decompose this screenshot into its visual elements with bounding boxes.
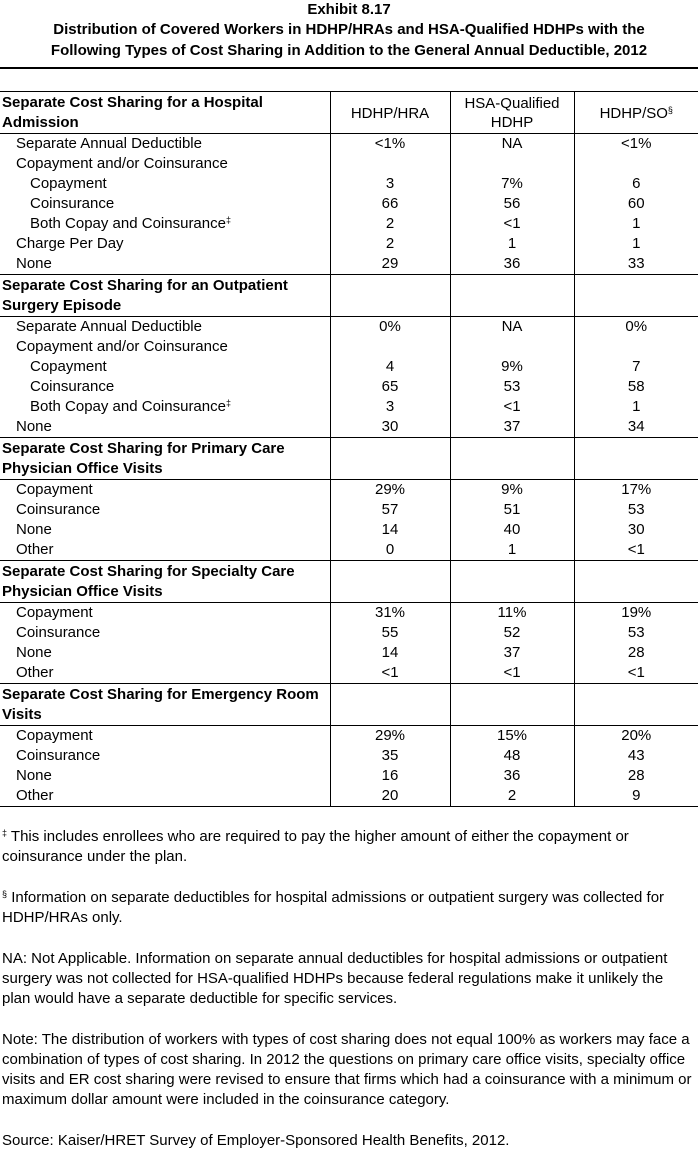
row-label	[0, 746, 330, 766]
section-mark: §	[667, 104, 673, 115]
cell-value: 3	[330, 397, 450, 417]
row-label	[0, 337, 330, 357]
row-label	[0, 417, 330, 438]
row-label	[0, 154, 330, 174]
row-label	[0, 623, 330, 643]
cell-value: <1%	[330, 134, 450, 155]
cell-value: 20	[330, 786, 450, 807]
column-header-c1: HDHP/HRA	[350, 104, 430, 122]
cell-value: <1%	[574, 134, 698, 155]
footnote-dagger	[2, 827, 694, 867]
row-label	[0, 254, 330, 275]
cell-value: NA	[450, 134, 574, 155]
section-title: Separate Cost Sharing for Primary Care Physician Office Visits	[0, 438, 330, 480]
row-label-text: Separate Annual Deductible	[16, 135, 202, 152]
cell-value: 4	[330, 357, 450, 377]
column-header-cell	[330, 561, 450, 603]
cell-value: 19%	[574, 603, 698, 624]
column-header-c3: HDHP/SO	[599, 104, 668, 122]
column-header-cell	[574, 92, 698, 134]
table-row	[0, 174, 698, 194]
row-label	[0, 540, 330, 561]
section-title: Separate Cost Sharing for Emergency Room Visits	[0, 684, 330, 726]
cell-value: 14	[330, 643, 450, 663]
cell-value: 43	[574, 746, 698, 766]
cell-value: <1	[574, 663, 698, 684]
exhibit-title-line-1: Distribution of Covered Workers in HDHP/HRAs and HSA-Qualified HDHPs with the	[53, 21, 645, 38]
table-row	[0, 134, 698, 155]
cell-value: 40	[450, 520, 574, 540]
row-label	[0, 397, 330, 417]
cell-value: 2	[450, 786, 574, 807]
cell-value	[450, 337, 574, 357]
cell-value: NA	[450, 317, 574, 338]
row-label	[0, 174, 330, 194]
section-header-row	[0, 561, 698, 603]
table-row	[0, 417, 698, 438]
cell-value: 20%	[574, 726, 698, 747]
exhibit-number: Exhibit 8.17	[307, 1, 391, 18]
column-header-cell	[450, 684, 574, 726]
table-row	[0, 194, 698, 214]
table-row	[0, 254, 698, 275]
table-row	[0, 643, 698, 663]
column-header-cell	[330, 684, 450, 726]
row-label-text: Other	[16, 541, 54, 558]
row-label	[0, 766, 330, 786]
column-header-cell	[574, 561, 698, 603]
row-label-text: Coinsurance	[30, 195, 115, 212]
row-label-text: Copayment and/or Coinsurance	[16, 155, 228, 172]
table-row	[0, 317, 698, 338]
cell-value: 2	[330, 234, 450, 254]
cell-value	[450, 154, 574, 174]
column-header-cell	[330, 438, 450, 480]
row-label-text: Copayment	[16, 481, 93, 498]
section-title: Separate Cost Sharing for an Outpatient Surgery Episode	[0, 275, 330, 317]
row-label-text: Copayment	[30, 175, 107, 192]
row-label-text: Other	[16, 787, 54, 804]
footnotes	[0, 827, 698, 1151]
cell-value: 17%	[574, 480, 698, 501]
column-header-cell	[574, 684, 698, 726]
cell-value: 56	[450, 194, 574, 214]
cell-value: 3	[330, 174, 450, 194]
table-row	[0, 726, 698, 747]
cell-value: 29%	[330, 726, 450, 747]
row-label-text: Coinsurance	[30, 378, 115, 395]
row-label-text: Coinsurance	[16, 747, 101, 764]
column-header-cell	[450, 92, 574, 134]
row-label	[0, 786, 330, 807]
cell-value: 53	[450, 377, 574, 397]
table-row	[0, 337, 698, 357]
cell-value: 66	[330, 194, 450, 214]
title-rule	[0, 67, 698, 69]
cell-value: <1	[450, 214, 574, 234]
cell-value: 0%	[330, 317, 450, 338]
column-header-cell	[574, 275, 698, 317]
column-header-c2: HSA-Qualified HDHP	[464, 95, 560, 131]
table-row	[0, 480, 698, 501]
section-title: Separate Cost Sharing for a Hospital Admission	[0, 92, 330, 134]
section-mark: §	[2, 889, 8, 899]
cell-value: 11%	[450, 603, 574, 624]
row-label	[0, 317, 330, 338]
exhibit-title-line-2: Following Types of Cost Sharing in Addition to the General Annual Deductible, 2012	[50, 42, 648, 59]
cell-value: 53	[574, 500, 698, 520]
section-header-row	[0, 438, 698, 480]
row-label	[0, 234, 330, 254]
row-label	[0, 357, 330, 377]
cell-value: 52	[450, 623, 574, 643]
cell-value: 33	[574, 254, 698, 275]
column-header-cell	[574, 438, 698, 480]
cell-value: 30	[330, 417, 450, 438]
cell-value: 58	[574, 377, 698, 397]
row-label-text: Copayment	[16, 604, 93, 621]
table-row	[0, 663, 698, 684]
row-label-text: None	[16, 644, 52, 661]
row-label-text: None	[16, 521, 52, 538]
row-label-text: Both Copay and Coinsurance	[30, 215, 226, 232]
table-row	[0, 357, 698, 377]
cell-value: 7	[574, 357, 698, 377]
table-row	[0, 377, 698, 397]
section-header-row	[0, 684, 698, 726]
cell-value: 1	[450, 540, 574, 561]
row-label	[0, 134, 330, 155]
row-label-text: None	[16, 767, 52, 784]
table-row	[0, 500, 698, 520]
cell-value: 1	[574, 397, 698, 417]
row-label-text: None	[16, 255, 52, 272]
cell-value: <1	[450, 663, 574, 684]
row-label	[0, 663, 330, 684]
cell-value: 31%	[330, 603, 450, 624]
row-label	[0, 214, 330, 234]
section-header-row	[0, 92, 698, 134]
cell-value	[574, 337, 698, 357]
cell-value: 1	[450, 234, 574, 254]
cell-value: 15%	[450, 726, 574, 747]
cell-value: 6	[574, 174, 698, 194]
footnote-source: Source: Kaiser/HRET Survey of Employer-Sponsored Health Benefits, 2012.	[2, 1132, 510, 1149]
footnote-section	[2, 888, 694, 928]
cell-value: 53	[574, 623, 698, 643]
row-label	[0, 480, 330, 501]
cell-value: 14	[330, 520, 450, 540]
cell-value: 36	[450, 254, 574, 275]
table-row	[0, 540, 698, 561]
cell-value: <1	[450, 397, 574, 417]
row-label-text: Other	[16, 664, 54, 681]
footnote-na: NA: Not Applicable. Information on separate annual deductibles for hospital admissions or outpatient surgery was not collected for HSA-qualified HDHPs because federal regulations make it unlikely the plan would have a separate deductible for specific services.	[2, 950, 668, 1007]
dagger-mark: ‡	[225, 215, 231, 225]
table-row	[0, 766, 698, 786]
row-label	[0, 194, 330, 214]
cell-value: 1	[574, 214, 698, 234]
row-label	[0, 726, 330, 747]
cell-value: 0	[330, 540, 450, 561]
dagger-mark: ‡	[2, 828, 8, 838]
cell-value: 9%	[450, 357, 574, 377]
cell-value: 57	[330, 500, 450, 520]
row-label-text: None	[16, 418, 52, 435]
row-label	[0, 377, 330, 397]
row-label-text: Copayment	[16, 727, 93, 744]
table-row	[0, 786, 698, 807]
cost-sharing-table	[0, 91, 698, 807]
row-label-text: Coinsurance	[16, 501, 101, 518]
table-row	[0, 214, 698, 234]
table-row	[0, 623, 698, 643]
column-header-cell	[330, 92, 450, 134]
column-header-cell	[330, 275, 450, 317]
cell-value: 51	[450, 500, 574, 520]
cell-value	[330, 154, 450, 174]
cell-value: 2	[330, 214, 450, 234]
column-header-cell	[450, 438, 574, 480]
cell-value	[330, 337, 450, 357]
cell-value: 9%	[450, 480, 574, 501]
cell-value: 9	[574, 786, 698, 807]
table-row	[0, 397, 698, 417]
column-header-cell	[450, 275, 574, 317]
row-label	[0, 603, 330, 624]
cell-value: 55	[330, 623, 450, 643]
exhibit-header	[0, 1, 698, 61]
cell-value: 30	[574, 520, 698, 540]
row-label	[0, 643, 330, 663]
footnote-section-text: Information on separate deductibles for hospital admissions or outpatient surgery was collected for HDHP/HRAs only.	[2, 889, 665, 926]
cell-value: 65	[330, 377, 450, 397]
table-row	[0, 154, 698, 174]
cell-value: 36	[450, 766, 574, 786]
table-row	[0, 603, 698, 624]
dagger-mark: ‡	[225, 398, 231, 408]
cell-value: <1	[574, 540, 698, 561]
section-header-row	[0, 275, 698, 317]
cell-value: 1	[574, 234, 698, 254]
row-label-text: Charge Per Day	[16, 235, 124, 252]
section-title: Separate Cost Sharing for Specialty Care Physician Office Visits	[0, 561, 330, 603]
footnote-dagger-text: This includes enrollees who are required to pay the higher amount of either the copayment or coinsurance under the plan.	[2, 828, 629, 865]
cell-value: 16	[330, 766, 450, 786]
cell-value: <1	[330, 663, 450, 684]
table-row	[0, 746, 698, 766]
row-label	[0, 500, 330, 520]
cell-value: 60	[574, 194, 698, 214]
cell-value: 7%	[450, 174, 574, 194]
table-body	[0, 92, 698, 807]
cell-value: 28	[574, 766, 698, 786]
cell-value: 29%	[330, 480, 450, 501]
row-label-text: Both Copay and Coinsurance	[30, 398, 226, 415]
table-row	[0, 520, 698, 540]
cell-value: 28	[574, 643, 698, 663]
cell-value: 48	[450, 746, 574, 766]
cell-value	[574, 154, 698, 174]
cell-value: 34	[574, 417, 698, 438]
column-header-cell	[450, 561, 574, 603]
cell-value: 0%	[574, 317, 698, 338]
cell-value: 29	[330, 254, 450, 275]
row-label-text: Coinsurance	[16, 624, 101, 641]
row-label-text: Separate Annual Deductible	[16, 318, 202, 335]
row-label	[0, 520, 330, 540]
cell-value: 37	[450, 643, 574, 663]
footnote-note: Note: The distribution of workers with types of cost sharing does not equal 100% as workers may face a combination of types of cost sharing. In 2012 the questions on primary care office visits, specialty office visits and ER cost sharing were revised to ensure that firms which had a coinsurance with a minimum or maximum dollar amount were included in the coinsurance category.	[2, 1031, 692, 1108]
row-label-text: Copayment	[30, 358, 107, 375]
cell-value: 37	[450, 417, 574, 438]
table-row	[0, 234, 698, 254]
row-label-text: Copayment and/or Coinsurance	[16, 338, 228, 355]
cell-value: 35	[330, 746, 450, 766]
